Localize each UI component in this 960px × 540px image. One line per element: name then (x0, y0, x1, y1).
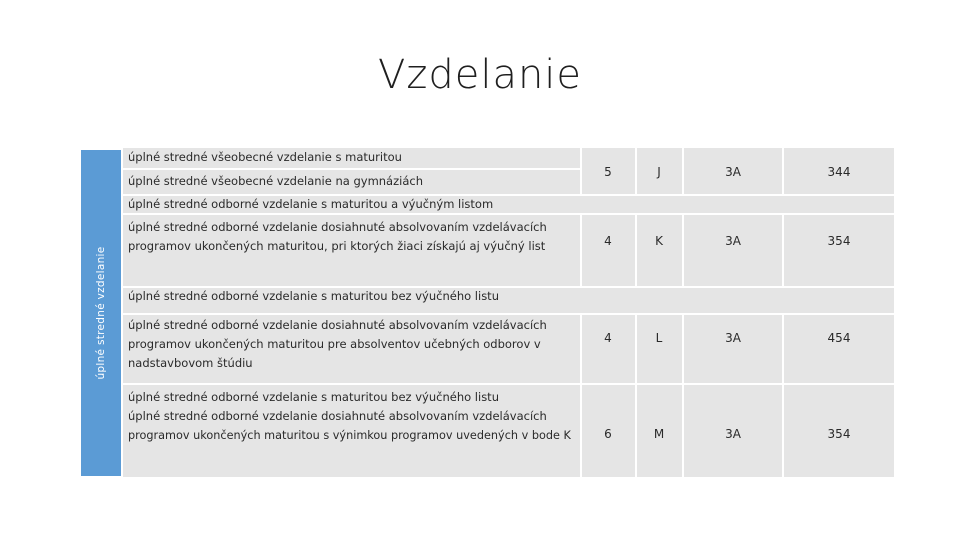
row-2-line-2: úplné stredné odborné vzdelanie dosiahnuté absolvovaním vzdelávacích (128, 220, 547, 234)
row-1-letter: J (657, 165, 661, 179)
row-4-code: 6 (604, 427, 612, 441)
row-1-isced: 344 (827, 165, 851, 179)
row-2-letter-cell (637, 215, 682, 286)
row-3-code: 4 (604, 331, 612, 345)
row-3-level: 3A (725, 331, 741, 345)
row-2-letter: K (655, 234, 663, 248)
row-3-letter-cell (637, 315, 682, 383)
row-4-line-1: úplné stredné odborné vzdelanie s maturitou bez výučného listu (128, 390, 499, 404)
row-2-isced: 354 (827, 234, 851, 248)
row-4-line-2: úplné stredné odborné vzdelanie dosiahnuté absolvovaním vzdelávacích (128, 409, 547, 423)
row-4-letter: M (653, 427, 665, 441)
row-3-letter: L (655, 331, 663, 345)
row-4-line-3: programov ukončených maturitou s výnimkou programov uvedených v bode K (128, 429, 571, 442)
row-3-isced: 454 (827, 331, 851, 345)
row-3-level-cell (684, 315, 782, 383)
row-2-level-cell (684, 215, 782, 286)
row-1-level: 3A (725, 165, 741, 179)
row-3-line-1: úplné stredné odborné vzdelanie s maturitou bez výučného listu (128, 289, 499, 303)
row-2-line-1: úplné stredné odborné vzdelanie s maturitou a výučným listom (128, 197, 494, 211)
row-3-line-4: nadstavbovom štúdiu (128, 356, 253, 370)
row-4-isced: 354 (827, 427, 851, 441)
row-2-code: 4 (604, 234, 612, 248)
row-2-level: 3A (725, 234, 741, 248)
row-1-line-2: úplné stredné všeobecné vzdelanie na gymnáziách (128, 174, 423, 188)
row-1-line-1: úplné stredné všeobecné vzdelanie s maturitou (128, 150, 402, 164)
row-2-isced-cell (784, 215, 894, 286)
row-1-code: 5 (604, 165, 612, 179)
sidebar-label: úplné stredné vzdelanie (95, 246, 107, 380)
row-3-code-cell (582, 315, 635, 383)
page-title: Vzdelanie (377, 52, 583, 98)
row-2-code-cell (582, 215, 635, 286)
row-4-level: 3A (725, 427, 741, 441)
row-3-line-3: programov ukončených maturitou pre absolventov učebných odborov v (128, 337, 541, 351)
row-2-line-3: programov ukončených maturitou, pri ktorých žiaci získajú aj výučný list (128, 239, 546, 253)
row-3-isced-cell (784, 315, 894, 383)
row-3-line-2: úplné stredné odborné vzdelanie dosiahnuté absolvovaním vzdelávacích (128, 318, 547, 332)
